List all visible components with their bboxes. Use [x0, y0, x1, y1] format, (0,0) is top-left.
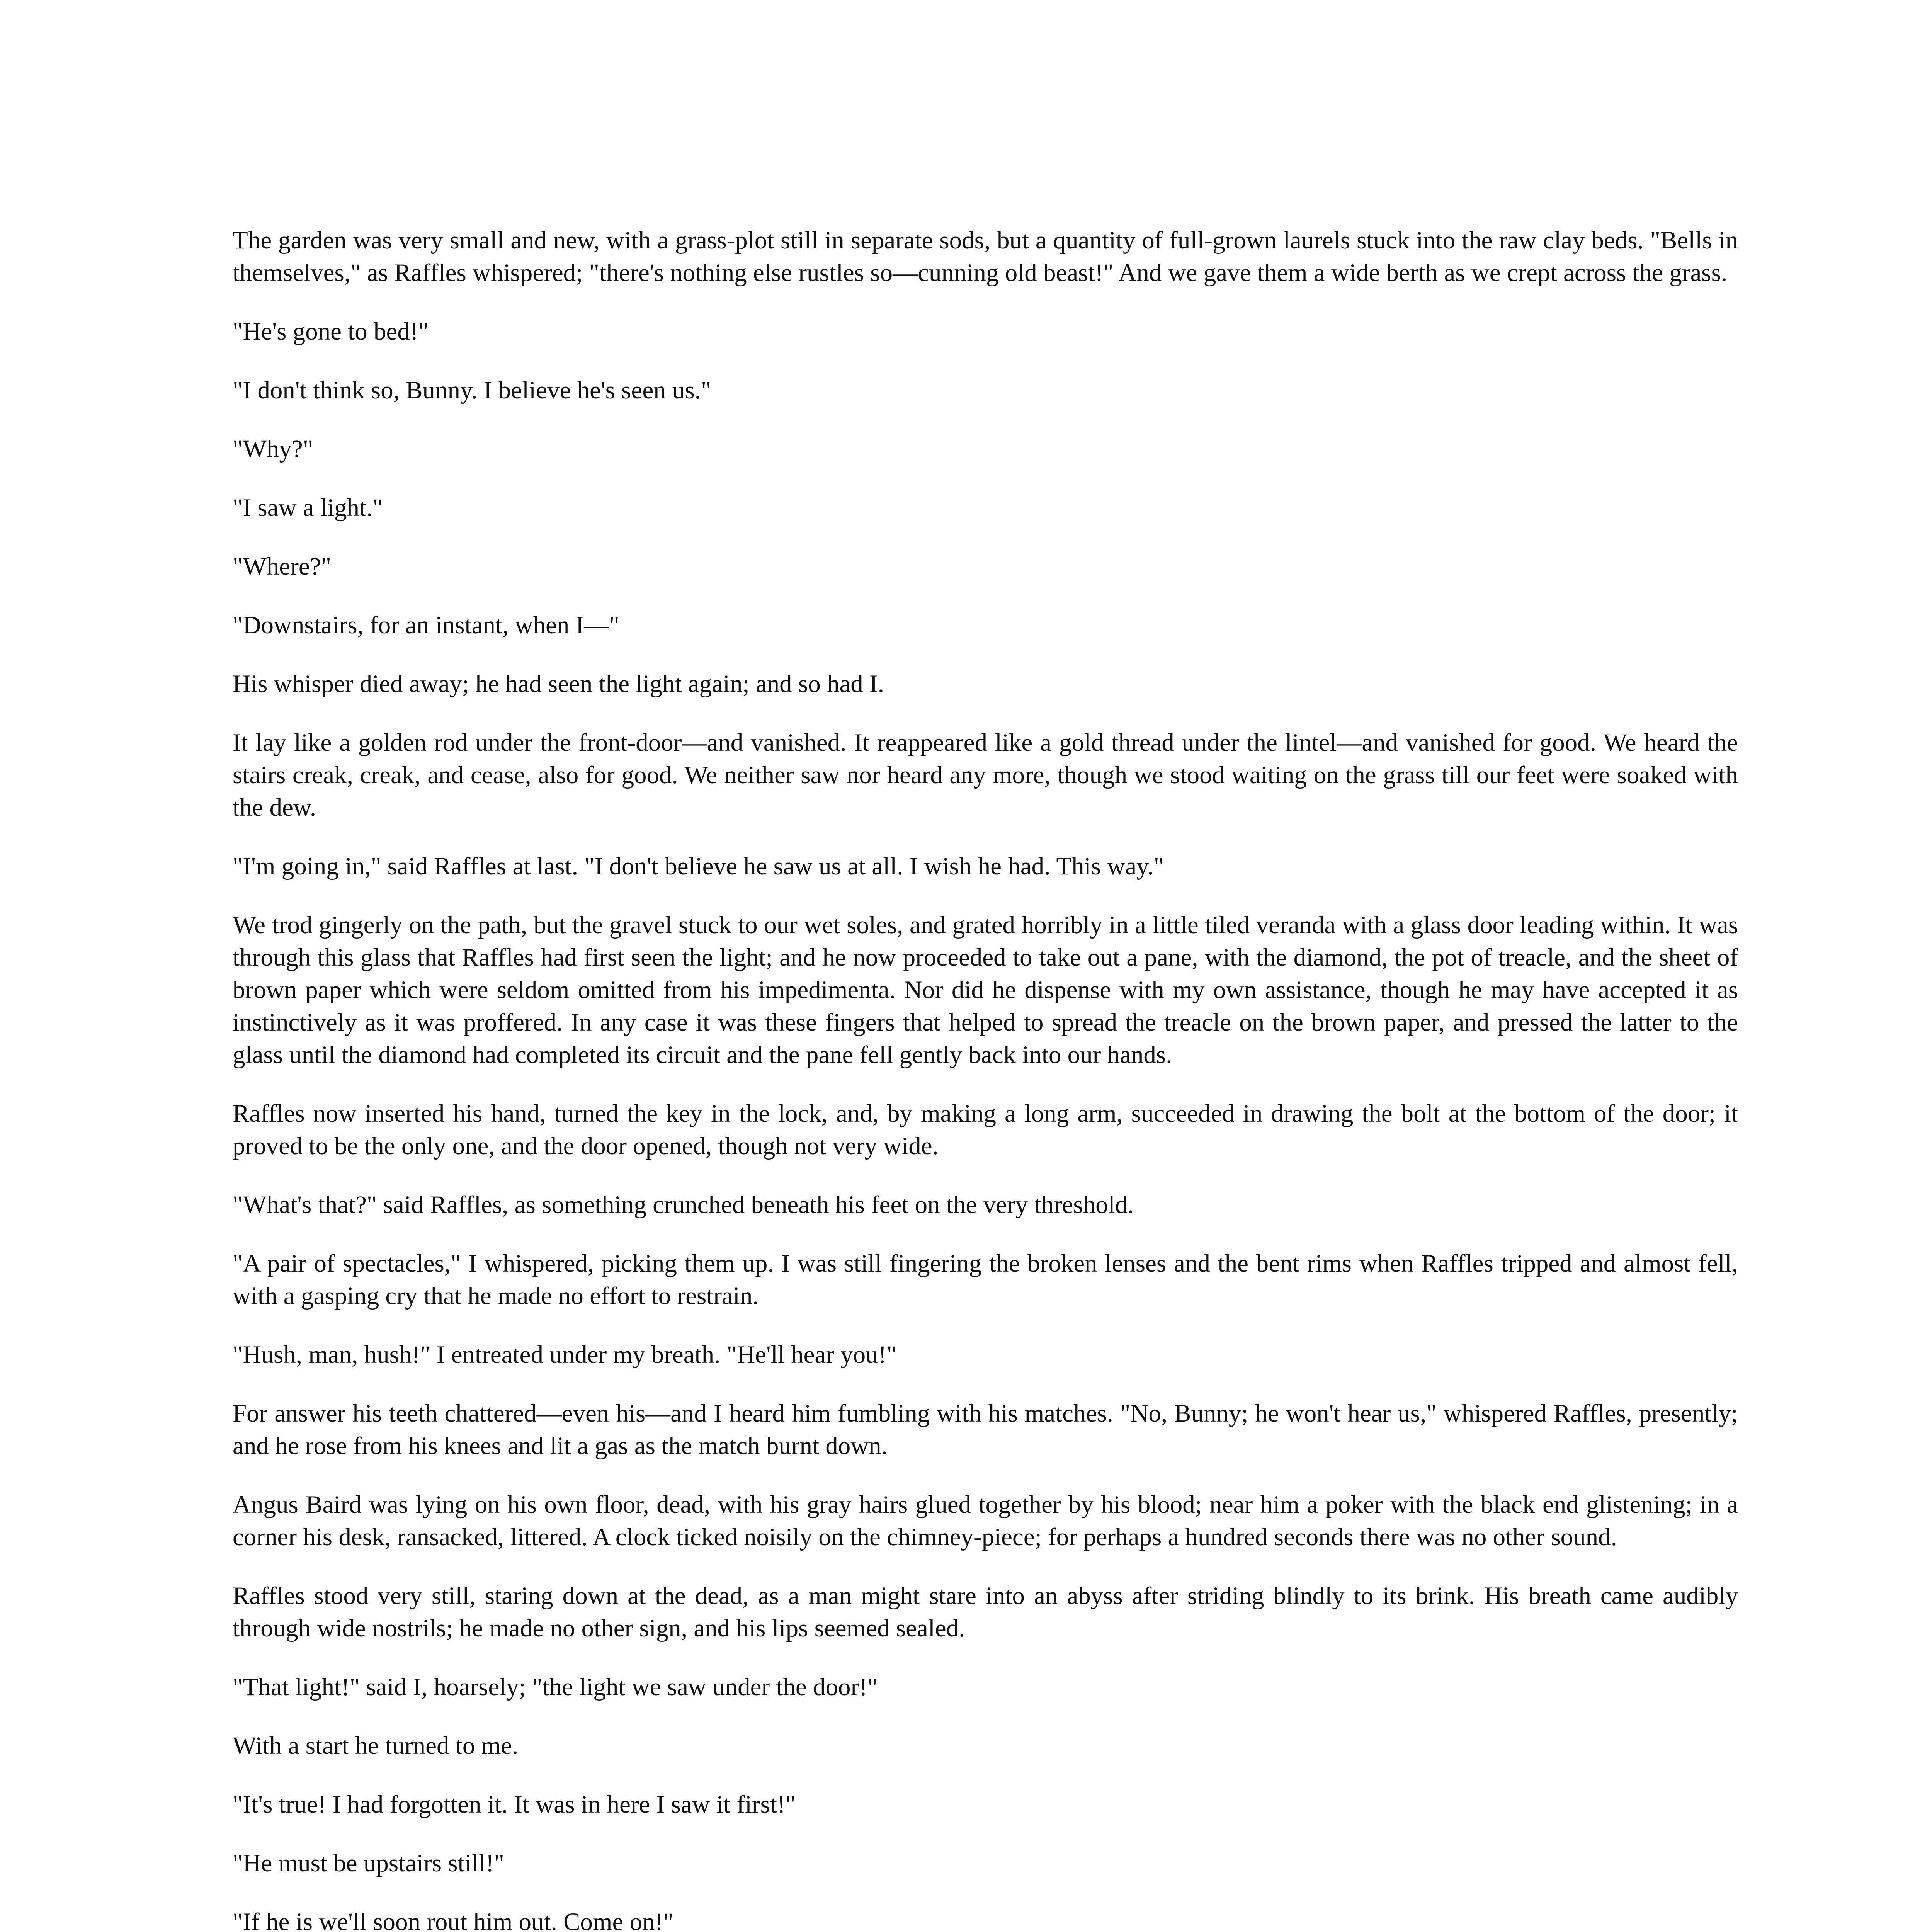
paragraph: "I'm going in," said Raffles at last. "I don't believe he saw us at all. I wish he had. This way.": [233, 852, 1164, 880]
paragraph: "That light!" said I, hoarsely; "the light we saw under the door!": [233, 1673, 878, 1701]
paragraph: For answer his teeth chattered—even his—and I heard him fumbling with his matches. "No, Bunny; he won't hear us," whispered Raffles, presently; and he rose from his knees and lit a gas as the match burnt down.: [233, 1400, 1738, 1460]
paragraph: Raffles stood very still, staring down at the dead, as a man might stare into an abyss after striding blindly to its brink. His breath came audibly through wide nostrils; he made no other sign, and his lips seemed sealed.: [233, 1582, 1738, 1642]
paragraph: Angus Baird was lying on his own floor, dead, with his gray hairs glued together by his blood; near him a poker with the black end glistening; in a corner his desk, ransacked, littered. A clock ticked noisily on the chimney-piece; for perhaps a hundred seconds there was no other sound.: [233, 1491, 1738, 1551]
paragraph: His whisper died away; he had seen the light again; and so had I.: [233, 670, 884, 698]
paragraph: "What's that?" said Raffles, as something crunched beneath his feet on the very threshold.: [233, 1191, 1134, 1219]
paragraph: "I saw a light.": [233, 494, 383, 522]
paragraph: "Where?": [233, 553, 332, 580]
paragraph: The garden was very small and new, with a grass-plot still in separate sods, but a quantity of full-grown laurels stuck into the raw clay beds. "Bells in themselves," as Raffles whispered; "there's nothing else rustles so—cunning old beast!" And we gave them a wide berth as we crept across the grass.: [233, 226, 1738, 287]
paragraph: "I don't think so, Bunny. I believe he's seen us.": [233, 376, 711, 404]
paragraph: "He's gone to bed!": [233, 318, 429, 345]
paragraph: It lay like a golden rod under the front-door—and vanished. It reappeared like a gold thread under the lintel—and vanished for good. We heard the stairs creak, creak, and cease, also for good. We neither saw nor heard any more, though we stood waiting on the grass till our feet were soaked with the dew.: [233, 729, 1738, 821]
paragraph: "It's true! I had forgotten it. It was in here I saw it first!": [233, 1791, 796, 1818]
paragraph: "Downstairs, for an instant, when I—": [233, 611, 619, 639]
paragraph: With a start he turned to me.: [233, 1732, 519, 1760]
paragraph: We trod gingerly on the path, but the gravel stuck to our wet soles, and grated horribly in a little tiled veranda with a glass door leading within. It was through this glass that Raffles had first seen the light; and he now proceeded to take out a pane, with the diamond, the pot of treacle, and the sheet of brown paper which were seldom omitted from his impedimenta. Nor did he dispense with my own assistance, though he may have accepted it as instinctively as it was proffered. In any case it was these fingers that helped to spread the treacle on the brown paper, and pressed the latter to the glass until the diamond had completed its circuit and the pane fell gently back into our hands.: [233, 911, 1738, 1069]
paragraph: "Why?": [233, 435, 313, 463]
paragraph: Raffles now inserted his hand, turned the key in the lock, and, by making a long arm, succeeded in drawing the bolt at the bottom of the door; it proved to be the only one, and the door opened, though not very wide.: [233, 1100, 1738, 1160]
paragraph: "He must be upstairs still!": [233, 1849, 505, 1877]
paragraph: "A pair of spectacles," I whispered, picking them up. I was still fingering the broken lenses and the bent rims when Raffles tripped and almost fell, with a gasping cry that he made no effort to restrain.: [233, 1250, 1738, 1310]
page-text: [233, 224, 1738, 1932]
paragraph: "Hush, man, hush!" I entreated under my breath. "He'll hear you!": [233, 1341, 897, 1369]
paragraph: "If he is we'll soon rout him out. Come on!": [233, 1908, 673, 1932]
